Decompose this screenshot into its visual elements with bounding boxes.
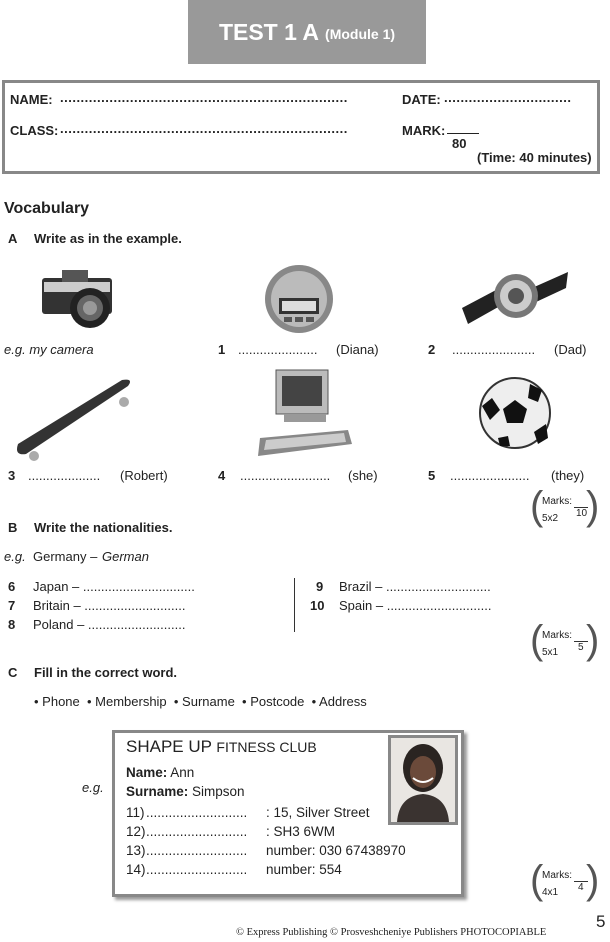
section-b-letter: B [8, 520, 18, 535]
item-5-number: 5 [428, 468, 436, 483]
computer-icon [254, 366, 354, 462]
camera-icon [38, 264, 116, 334]
item-5-owner: (they) [551, 468, 585, 483]
b-example-prefix: e.g. [4, 549, 26, 564]
item-12-answer[interactable]: ........................... [146, 824, 248, 839]
item-7-number: 7 [8, 598, 16, 613]
member-photo [388, 735, 458, 825]
column-divider [294, 578, 295, 632]
item-11-value: : 15, Silver Street [266, 805, 370, 820]
word-bank: • Phone • Membership • Surname • Postcode • Address [34, 694, 367, 709]
item-12-value: : SH3 6WM [266, 824, 336, 839]
skateboard-icon [12, 376, 132, 462]
class-field[interactable]: ...................................................................... [60, 121, 348, 136]
item-10-answer[interactable]: Spain – ............................. [339, 598, 492, 613]
section-a-letter: A [8, 231, 18, 246]
item-4-answer[interactable]: ......................... [240, 468, 331, 483]
section-a-instruction: Write as in the example. [34, 231, 182, 246]
item-10-number: 10 [310, 598, 325, 613]
item-9-answer[interactable]: Brazil – ............................. [339, 579, 491, 594]
item-9-number: 9 [316, 579, 324, 594]
card-name-row: Name: Ann [126, 765, 195, 780]
item-3-answer[interactable]: .................... [28, 468, 101, 483]
date-field[interactable]: ............................... [444, 90, 572, 105]
item-8-answer[interactable]: Poland – ........................... [33, 617, 186, 632]
item-11-answer[interactable]: ........................... [146, 805, 248, 820]
item-4-number: 4 [218, 468, 226, 483]
mark-fraction-line [447, 133, 479, 134]
mark-label: MARK: [402, 123, 446, 138]
item-11-number: 11) [126, 805, 145, 820]
item-6-number: 6 [8, 579, 16, 594]
item-12-number: 12) [126, 824, 146, 839]
item-1-owner: (Diana) [336, 342, 379, 357]
alarm-clock-icon [262, 262, 336, 336]
item-6-answer[interactable]: Japan – ............................... [33, 579, 195, 594]
c-example-prefix: e.g. [82, 780, 104, 795]
class-label: CLASS: [10, 123, 59, 138]
item-4-owner: (she) [348, 468, 378, 483]
marks-box-c: ( Marks: 4 4x1 ) [530, 858, 600, 902]
section-b-instruction: Write the nationalities. [34, 520, 173, 535]
item-7-answer[interactable]: Britain – ............................ [33, 598, 186, 613]
time-note: (Time: 40 minutes) [477, 150, 592, 165]
date-label: DATE: [402, 92, 441, 107]
vocabulary-heading: Vocabulary [4, 200, 90, 217]
item-2-number: 2 [428, 342, 436, 357]
mark-total: 80 [452, 136, 467, 151]
item-14-number: 14) [126, 862, 146, 877]
club-name: SHAPE UP FITNESS CLUB [126, 737, 317, 756]
copyright-footer: © Express Publishing © Prosveshcheniye Publishers PHOTOCOPIABLE [236, 927, 547, 938]
item-2-answer[interactable]: ....................... [452, 342, 536, 357]
item-8-number: 8 [8, 617, 16, 632]
name-field[interactable]: ...................................................................... [60, 90, 348, 105]
item-3-number: 3 [8, 468, 16, 483]
item-13-value: number: 030 67438970 [266, 843, 406, 858]
football-icon [478, 376, 552, 450]
title-banner [188, 0, 426, 64]
page-number: 5 [596, 912, 606, 931]
name-label: NAME: [10, 92, 53, 107]
test-title: TEST 1 A [218, 18, 320, 45]
example-text: e.g. my camera [4, 342, 94, 357]
marks-box-b: ( Marks: 5 5x1 ) [530, 618, 600, 662]
item-13-number: 13) [126, 843, 146, 858]
b-example-country: Germany – [33, 549, 98, 564]
item-1-number: 1 [218, 342, 226, 357]
section-c-instruction: Fill in the correct word. [34, 665, 178, 680]
item-5-answer[interactable]: ...................... [450, 468, 530, 483]
item-13-answer[interactable]: ........................... [146, 843, 248, 858]
item-3-owner: (Robert) [120, 468, 168, 483]
item-2-owner: (Dad) [554, 342, 587, 357]
section-c-letter: C [8, 665, 18, 680]
item-14-answer[interactable]: ........................... [146, 862, 248, 877]
module-label: (Module 1) [325, 26, 396, 42]
b-example-answer: German [102, 549, 149, 564]
marks-box-a: ( Marks: 10 5x2 ) [530, 484, 600, 528]
item-14-value: number: 554 [266, 862, 342, 877]
card-surname-row: Surname: Simpson [126, 784, 245, 799]
wristwatch-icon [460, 268, 570, 328]
item-1-answer[interactable]: ...................... [238, 342, 318, 357]
